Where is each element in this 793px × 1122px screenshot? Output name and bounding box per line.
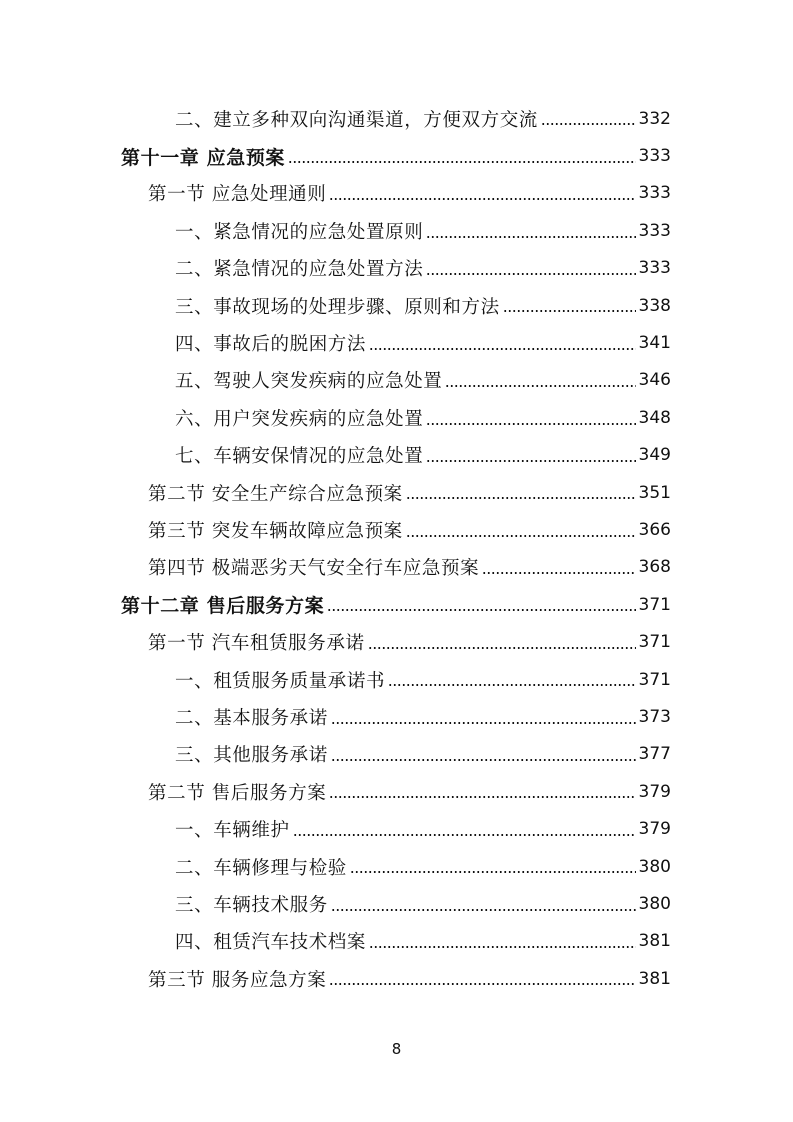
toc-dot-leader (503, 309, 636, 313)
toc-entry-title: 第二节 售后服务方案 (148, 782, 327, 804)
toc-entry-title: 一、租赁服务质量承诺书 (175, 670, 386, 692)
toc-dot-leader (368, 646, 636, 650)
toc-entry-page-number: 338 (638, 295, 671, 316)
toc-entry-item[interactable] (0, 250, 793, 287)
toc-entry-title: 四、事故后的脱困方法 (175, 334, 367, 356)
toc-entry-section[interactable] (0, 960, 793, 997)
toc-entry-title: 第一节 应急处理通则 (148, 184, 327, 206)
toc-entry-page-number: 371 (638, 594, 671, 615)
toc-entry-item[interactable] (0, 661, 793, 698)
toc-entry-item[interactable] (0, 399, 793, 436)
toc-entry-page-number: 368 (638, 557, 671, 578)
toc-entry-page-number: 333 (638, 220, 671, 241)
toc-dot-leader (293, 833, 636, 837)
toc-entry-title: 三、车辆技术服务 (175, 894, 328, 916)
toc-entry-chapter[interactable] (0, 586, 793, 623)
toc-dot-leader (331, 908, 636, 912)
toc-entry-page-number: 381 (638, 968, 671, 989)
toc-dot-leader (426, 459, 635, 463)
toc-entry-title: 一、车辆维护 (175, 820, 290, 842)
toc-entry-section[interactable] (0, 175, 793, 212)
toc-entry-page-number: 371 (638, 632, 671, 653)
toc-entry-item[interactable] (0, 885, 793, 922)
toc-entry-title: 六、用户突发疾病的应急处置 (175, 408, 424, 430)
page-number: 8 (391, 1040, 402, 1058)
toc-entry-item[interactable] (0, 437, 793, 474)
toc-entry-item[interactable] (0, 736, 793, 773)
toc-entry-item[interactable] (0, 100, 793, 137)
toc-entry-page-number: 380 (638, 856, 671, 877)
toc-entry-section[interactable] (0, 773, 793, 810)
toc-dot-leader (369, 347, 636, 351)
toc-entry-page-number: 379 (638, 819, 671, 840)
toc-dot-leader (445, 384, 635, 388)
toc-entry-page-number: 379 (638, 781, 671, 802)
toc-entry-page-number: 348 (638, 407, 671, 428)
toc-dot-leader (329, 795, 635, 799)
toc-entry-title: 二、车辆修理与检验 (175, 857, 347, 879)
toc-entry-title: 四、租赁汽车技术档案 (175, 932, 367, 954)
toc-entry-title: 三、事故现场的处理步骤、原则和方法 (175, 296, 500, 318)
toc-entry-page-number: 341 (638, 333, 671, 354)
toc-entry-item[interactable] (0, 923, 793, 960)
toc-dot-leader (406, 496, 636, 500)
toc-entry-title: 第一节 汽车租赁服务承诺 (148, 633, 365, 655)
toc-entry-title: 二、基本服务承诺 (175, 707, 328, 729)
toc-entry-item[interactable] (0, 324, 793, 361)
toc-dot-leader (482, 571, 635, 575)
toc-entry-title: 第十一章 应急预案 (121, 146, 286, 169)
toc-entry-title: 二、建立多种双向沟通渠道，方便双方交流 (175, 109, 538, 131)
toc-entry-title: 五、驾驶人突发疾病的应急处置 (175, 371, 443, 393)
toc-dot-leader (329, 982, 635, 986)
toc-dot-leader (369, 945, 636, 949)
toc-dot-leader (331, 721, 636, 725)
toc-entry-page-number: 333 (638, 146, 671, 167)
toc-entry-chapter[interactable] (0, 137, 793, 174)
toc-entry-title: 第三节 突发车辆故障应急预案 (148, 520, 403, 542)
toc-dot-leader (541, 122, 636, 126)
toc-entry-page-number: 377 (638, 744, 671, 765)
toc-entry-section[interactable] (0, 623, 793, 660)
toc-dot-leader (426, 235, 635, 239)
toc-dot-leader (327, 608, 635, 612)
toc-entry-title: 第四节 极端恶劣天气安全行车应急预案 (148, 558, 480, 580)
toc-entry-page-number: 332 (638, 108, 671, 129)
toc-entry-item[interactable] (0, 810, 793, 847)
toc-entry-page-number: 346 (638, 370, 671, 391)
toc-entry-page-number: 333 (638, 183, 671, 204)
toc-entry-page-number: 373 (638, 706, 671, 727)
toc-dot-leader (288, 160, 636, 164)
toc-entry-title: 第二节 安全生产综合应急预案 (148, 483, 403, 505)
toc-entry-page-number: 366 (638, 519, 671, 540)
toc-entry-page-number: 380 (638, 893, 671, 914)
toc-entry-item[interactable] (0, 287, 793, 324)
toc-entry-page-number: 351 (638, 482, 671, 503)
toc-dot-leader (331, 758, 636, 762)
toc-entry-title: 三、其他服务承诺 (175, 745, 328, 767)
toc-dot-leader (350, 870, 636, 874)
toc-entry-item[interactable] (0, 848, 793, 885)
toc-entry-title: 第十二章 售后服务方案 (121, 595, 325, 618)
toc-entry-item[interactable] (0, 362, 793, 399)
toc-entry-section[interactable] (0, 474, 793, 511)
toc-entry-page-number: 349 (638, 445, 671, 466)
toc-entry-title: 七、车辆安保情况的应急处置 (175, 446, 424, 468)
table-of-contents (0, 100, 793, 997)
toc-dot-leader (388, 683, 635, 687)
toc-entry-title: 一、紧急情况的应急处置原则 (175, 221, 424, 243)
toc-entry-page-number: 371 (638, 669, 671, 690)
toc-entry-section[interactable] (0, 511, 793, 548)
toc-entry-page-number: 333 (638, 258, 671, 279)
toc-dot-leader (426, 422, 635, 426)
toc-dot-leader (426, 272, 635, 276)
toc-dot-leader (329, 197, 635, 201)
toc-dot-leader (406, 534, 636, 538)
toc-entry-page-number: 381 (638, 931, 671, 952)
toc-entry-item[interactable] (0, 698, 793, 735)
toc-entry-title: 二、紧急情况的应急处置方法 (175, 259, 424, 281)
toc-entry-section[interactable] (0, 549, 793, 586)
toc-entry-item[interactable] (0, 212, 793, 249)
toc-entry-title: 第三节 服务应急方案 (148, 969, 327, 991)
